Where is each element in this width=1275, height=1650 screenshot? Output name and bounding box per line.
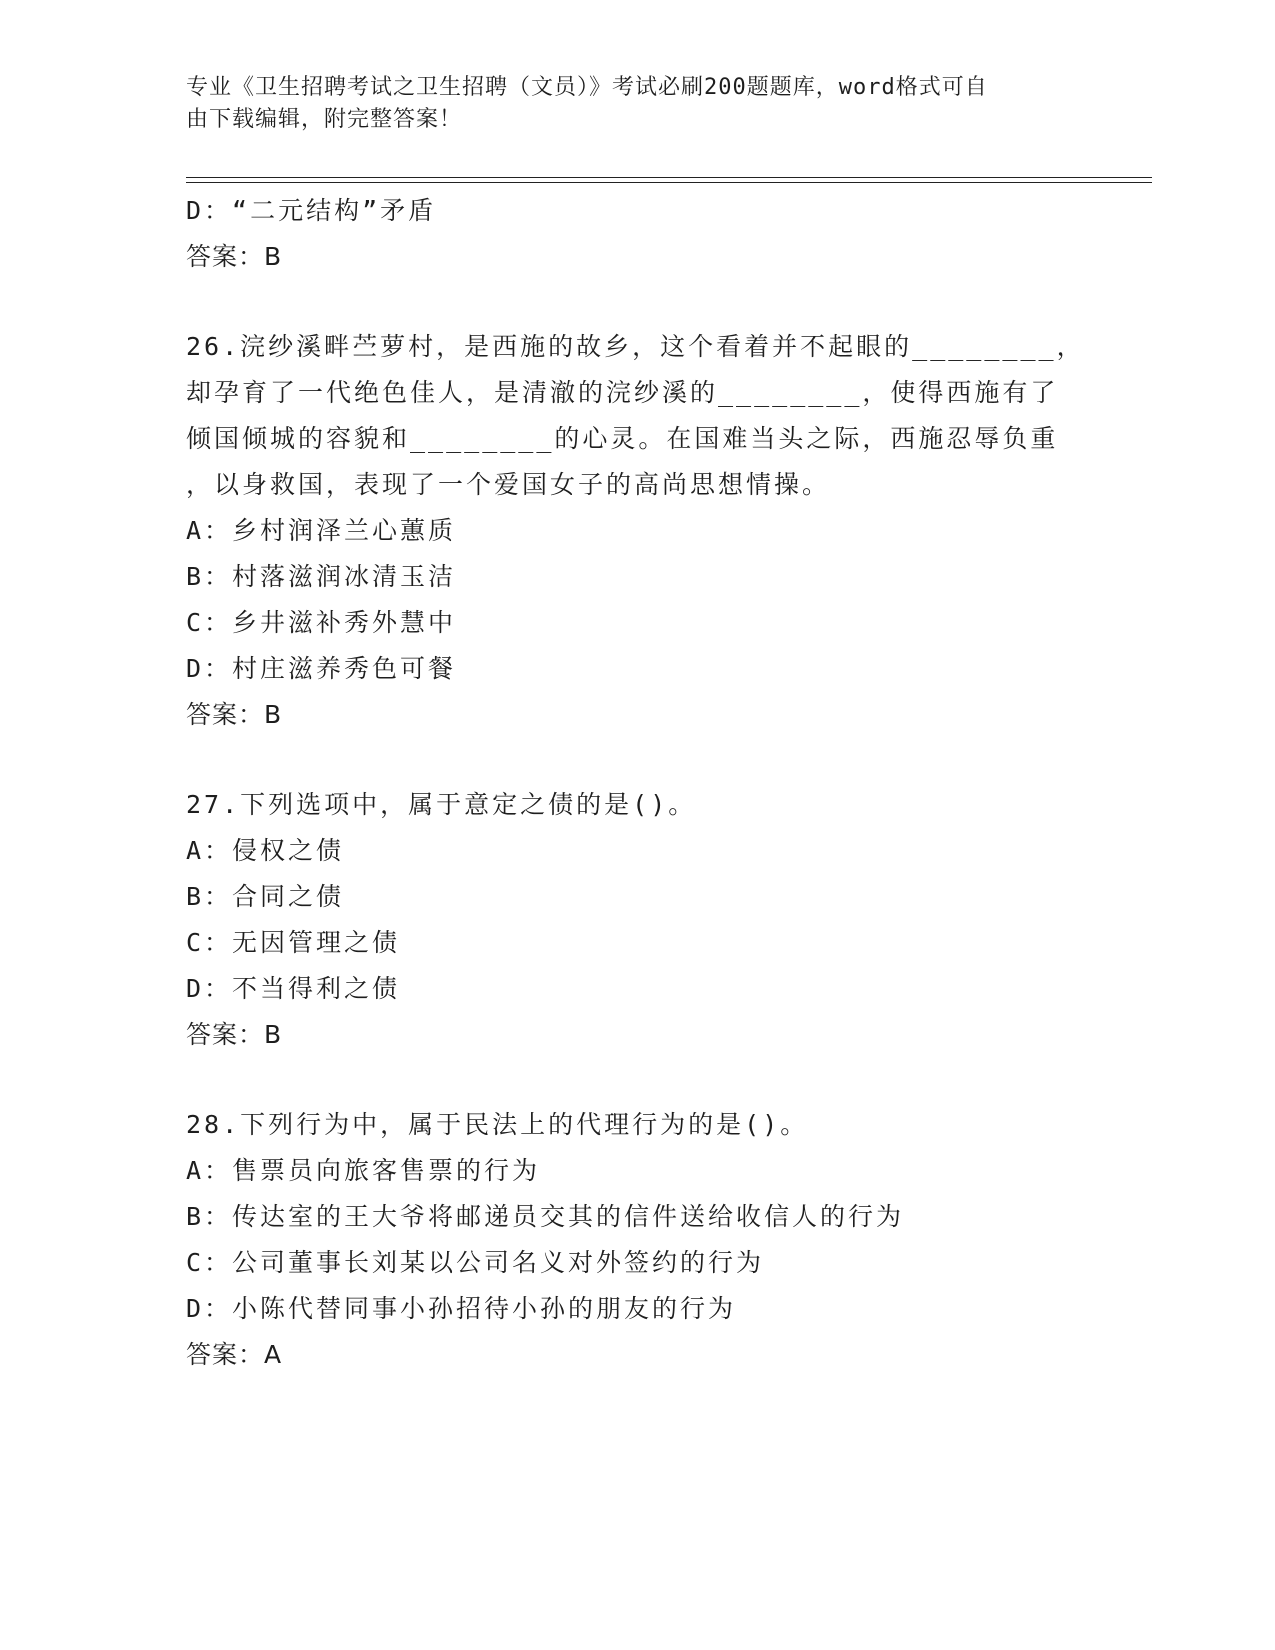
question-line: 28.下列行为中，属于民法上的代理行为的是()。 [186,1110,809,1139]
answer: 答案：A [186,1340,283,1369]
question-line: 倾国倾城的容貌和________的心灵。在国难当头之际，西施忍辱负重 [186,424,1059,453]
option-c: C：公司董事长刘某以公司名义对外签约的行为 [186,1248,765,1277]
header-rule-bottom [186,182,1152,183]
question-line: 26.浣纱溪畔苎萝村，是西施的故乡，这个看着并不起眼的________， [186,332,1085,361]
option-d: D：小陈代替同事小孙招待小孙的朋友的行为 [186,1294,737,1323]
question-28 [186,1102,1086,1378]
option-a: A：乡村润泽兰心蕙质 [186,516,457,545]
option-d: D：不当得利之债 [186,974,401,1003]
option-b: B：村落滋润冰清玉洁 [186,562,457,591]
option-b: B：合同之债 [186,882,345,911]
question-line: 27.下列选项中，属于意定之债的是()。 [186,790,697,819]
question-line: ，以身救国，表现了一个爱国女子的高尚思想情操。 [186,470,831,499]
question-26 [186,324,1086,738]
option-d: D：村庄滋养秀色可餐 [186,654,457,683]
question-text [186,782,1086,828]
header-line-2: 由下载编辑，附完整答案！ [186,107,463,132]
option-c: C：无因管理之债 [186,928,401,957]
question-text [186,324,1086,508]
option-b: B：传达室的王大爷将邮递员交其的信件送给收信人的行为 [186,1202,905,1231]
question-text [186,1102,1086,1148]
option-a: A：售票员向旅客售票的行为 [186,1156,541,1185]
question-content [186,188,1086,1378]
document-header [186,72,1066,136]
header-rule-top [186,177,1152,178]
answer: 答案：B [186,700,283,729]
question-27 [186,782,1086,1058]
continued-option-d: D：“二元结构”矛盾 [186,196,437,225]
question-line: 却孕育了一代绝色佳人，是清澈的浣纱溪的________，使得西施有了 [186,378,1059,407]
continued-answer: 答案：B [186,242,283,271]
option-a: A：侵权之债 [186,836,345,865]
answer: 答案：B [186,1020,283,1049]
option-c: C：乡井滋补秀外慧中 [186,608,457,637]
header-line-1: 专业《卫生招聘考试之卫生招聘（文员）》考试必刷200题题库，word格式可自 [186,75,988,100]
